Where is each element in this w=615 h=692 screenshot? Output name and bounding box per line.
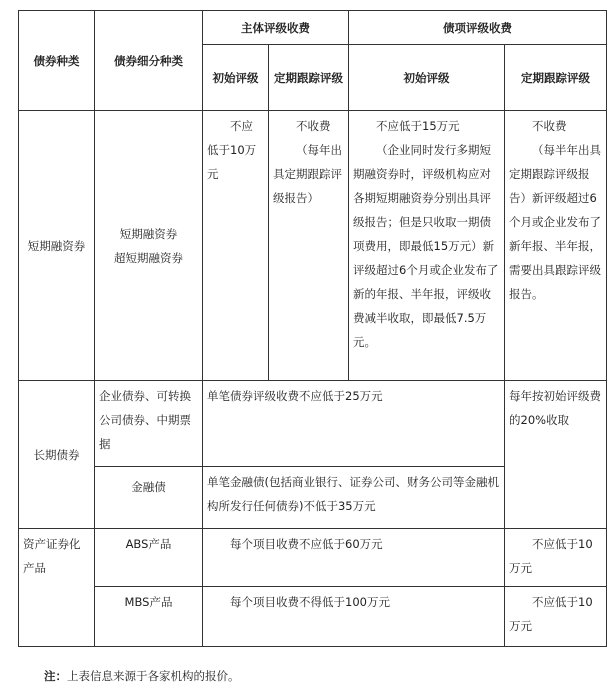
row-long-term-type: 长期债券 — [19, 381, 95, 529]
long-term-fin-fee: 单笔金融债(包括商业银行、证券公司、财务公司等金融机构所发行任何债券)不低于35万元 — [203, 467, 505, 529]
footnote — [44, 668, 240, 684]
row-short-term-type: 短期融资券 — [19, 111, 95, 381]
mbs-subtype: MBS产品 — [95, 587, 203, 647]
issue-initial-note: （企业同时发行多期短期融资券时，评级机构应对各期短期融资券分别出具评级报告；但是只收取一期债项费用，即最低15万元）新评级超过6个月或企业发布了新的年报、半年报，评级收费减半收取，即最低7.5万元。 — [353, 143, 499, 349]
mbs-tracking-fee: 不应低于10万元 — [505, 587, 607, 647]
footnote-label: 注： — [44, 669, 67, 683]
entity-tracking-main: 不收费 — [296, 119, 331, 133]
short-term-entity-tracking-fee — [269, 111, 349, 381]
long-term-corp-fee: 单笔债券评级收费不应低于25万元 — [203, 381, 505, 467]
header-bond-subtype: 债券细分种类 — [95, 11, 203, 111]
long-term-fin-subtype: 金融债 — [95, 467, 203, 529]
footnote-text: 上表信息来源于各家机构的报价。 — [67, 669, 240, 683]
row-securitization-type: 资产证券化产品 — [19, 529, 95, 647]
long-term-tracking-fee: 每年按初始评级费的20%收取 — [505, 381, 607, 529]
header-issue-tracking: 定期跟踪评级 — [505, 45, 607, 111]
subtype-super-short-term-cp: 超短期融资券 — [114, 250, 183, 265]
header-entity-tracking: 定期跟踪评级 — [269, 45, 349, 111]
short-term-issue-tracking-fee — [505, 111, 607, 381]
rating-fee-table — [18, 10, 607, 647]
short-term-entity-initial-fee: 不应低于10万元 — [203, 111, 269, 381]
header-bond-type: 债券种类 — [19, 11, 95, 111]
issue-initial-main: 不应低于15万元 — [376, 119, 460, 133]
abs-tracking-fee: 不应低于10万元 — [505, 529, 607, 587]
subtype-short-term-cp: 短期融资券 — [119, 226, 178, 241]
short-term-issue-initial-fee — [349, 111, 505, 381]
abs-fee: 每个项目收费不应低于60万元 — [203, 529, 505, 587]
row-short-term-subtype — [95, 111, 203, 381]
mbs-fee: 每个项目收费不得低于100万元 — [203, 587, 505, 647]
header-entity-rating: 主体评级收费 — [203, 11, 349, 45]
abs-subtype: ABS产品 — [95, 529, 203, 587]
long-term-corp-subtype: 企业债券、可转换公司债券、中期票据 — [95, 381, 203, 467]
entity-tracking-note: （每年出具定期跟踪评级报告） — [273, 143, 342, 205]
issue-tracking-note: （每半年出具定期跟踪评级报告）新评级超过6个月或企业发布了新年报、半年报，需要出具跟踪评级报告。 — [509, 143, 601, 301]
header-issue-rating: 债项评级收费 — [349, 11, 607, 45]
header-entity-initial: 初始评级 — [203, 45, 269, 111]
header-issue-initial: 初始评级 — [349, 45, 505, 111]
issue-tracking-main: 不收费 — [532, 119, 567, 133]
